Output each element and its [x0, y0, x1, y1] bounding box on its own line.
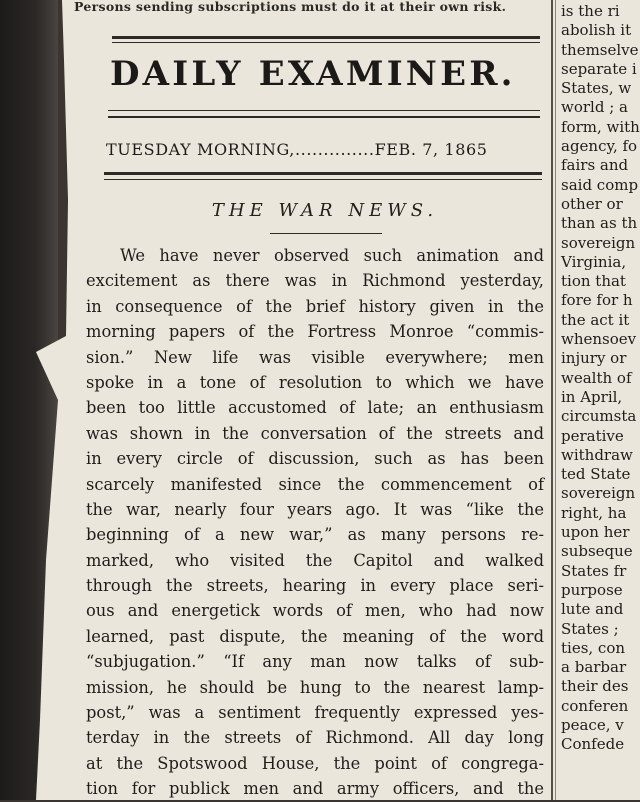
right-column-line: subseque [561, 542, 633, 561]
dateline-rule [104, 172, 542, 175]
article-line: was shown in the conversation of the streets and [86, 423, 544, 443]
masthead-top-rule-thin [112, 42, 540, 43]
article-line: beginning of a new war,” as many persons re- [86, 525, 544, 545]
article-line: We have never observed such animation and [120, 246, 544, 265]
article-line: in consequence of the brief history given in the [86, 296, 544, 316]
article-line: learned, past dispute, the meaning of the word [86, 626, 544, 646]
section-title-underline [270, 233, 382, 234]
column-divider-thin [555, 0, 556, 800]
masthead-title: DAILY EXAMINER. [110, 54, 516, 94]
right-column-line: form, with [561, 117, 640, 136]
article-line: scarcely manifested since the commencement of [86, 474, 544, 494]
article-line: mission, he should be hung to the nearest lamp- [86, 677, 544, 697]
adjacent-column [559, 0, 640, 802]
right-column-line: other or [561, 194, 623, 213]
dateline [106, 140, 546, 159]
right-column-line: States ; [561, 619, 619, 638]
right-column-line: agency, fo [561, 137, 638, 156]
right-column-line: conferen [561, 696, 629, 715]
right-column-line: States, w [561, 79, 632, 98]
right-column-line: right, ha [561, 503, 627, 522]
article-line: morning papers of the Fortress Monroe “commis- [86, 322, 544, 342]
right-column-line: the act it [561, 310, 630, 329]
section-title: THE WAR NEWS. [211, 200, 439, 221]
masthead-bottom-rule [108, 110, 540, 111]
right-column-line: circumsta [561, 407, 637, 426]
article-line: in every circle of discussion, such as has been [86, 449, 544, 469]
right-column-line: sovereign [561, 484, 636, 503]
dateline-day: TUESDAY MORNING, [106, 140, 295, 159]
article-line: marked, who visited the Capitol and walked [86, 550, 544, 570]
right-column-line: ted State [561, 465, 631, 484]
right-column-line: peace, v [561, 715, 624, 734]
right-column-line: their des [561, 677, 629, 696]
right-column-line: themselve [561, 40, 639, 59]
right-column-line: in April, [561, 387, 623, 406]
right-column-line: purpose [561, 580, 623, 599]
right-column-line: perative [561, 426, 624, 445]
article-line: been too little accustomed of late; an enthusiasm [86, 398, 544, 418]
article-line: excitement as there was in Richmond yesterday, [86, 271, 544, 291]
right-column-line: ties, con [561, 638, 626, 657]
article-line: terday in the streets of Richmond. All day long [86, 728, 544, 748]
right-column-line: withdraw [561, 445, 633, 464]
masthead-bottom-rule-thick [108, 116, 540, 118]
right-column-line: said comp [561, 175, 639, 194]
article-body [86, 243, 544, 802]
right-column-line: a barbar [561, 658, 627, 677]
right-column-line: world ; a [561, 98, 628, 117]
right-column-line: whensoev [561, 330, 637, 349]
dateline-rule-thin [104, 179, 542, 180]
dateline-date: FEB. 7, 1865 [374, 140, 488, 159]
right-column-line: States fr [561, 561, 627, 580]
article-line: at the Spotswood House, the point of congrega- [86, 753, 544, 773]
article-line: sion.” New life was visible everywhere; men [86, 347, 544, 367]
article-line: through the streets, hearing in every place seri- [86, 576, 544, 596]
right-column-line: injury or [561, 349, 627, 368]
right-column-line: wealth of [561, 368, 632, 387]
right-column-line: is the ri [561, 2, 620, 20]
right-column-line: fairs and [561, 156, 629, 175]
article-line: spoke in a tone of resolution to which we have [86, 372, 544, 392]
right-column-line: separate i [561, 59, 637, 78]
right-column-line: fore for h [561, 291, 633, 310]
dateline-leader: .............. [294, 140, 375, 159]
article-line: the war, nearly four years ago. It was “like the [86, 499, 544, 519]
right-column-line: Confede [561, 735, 625, 754]
masthead-top-rule [112, 36, 540, 39]
article-line: ous and energetick words of men, who had now [86, 601, 544, 621]
right-column-line: than as th [561, 214, 638, 233]
right-column-line: sovereign [561, 233, 636, 252]
right-column-line: lute and [561, 600, 624, 619]
subscription-notice: Persons sending subscriptions must do it at their own risk. [74, 0, 507, 14]
right-column-line: abolish it [561, 21, 632, 40]
right-column-line: tion that [561, 272, 626, 291]
column-divider [551, 0, 553, 800]
article-line: “subjugation.” “If any man now talks of sub- [86, 652, 544, 672]
article-line: post,” was a sentiment frequently expressed yes- [86, 703, 544, 723]
right-column-line: Virginia, [561, 252, 627, 271]
right-column-line: upon her [561, 523, 630, 542]
article-line: tion for publick men and army officers, and the [86, 779, 544, 799]
